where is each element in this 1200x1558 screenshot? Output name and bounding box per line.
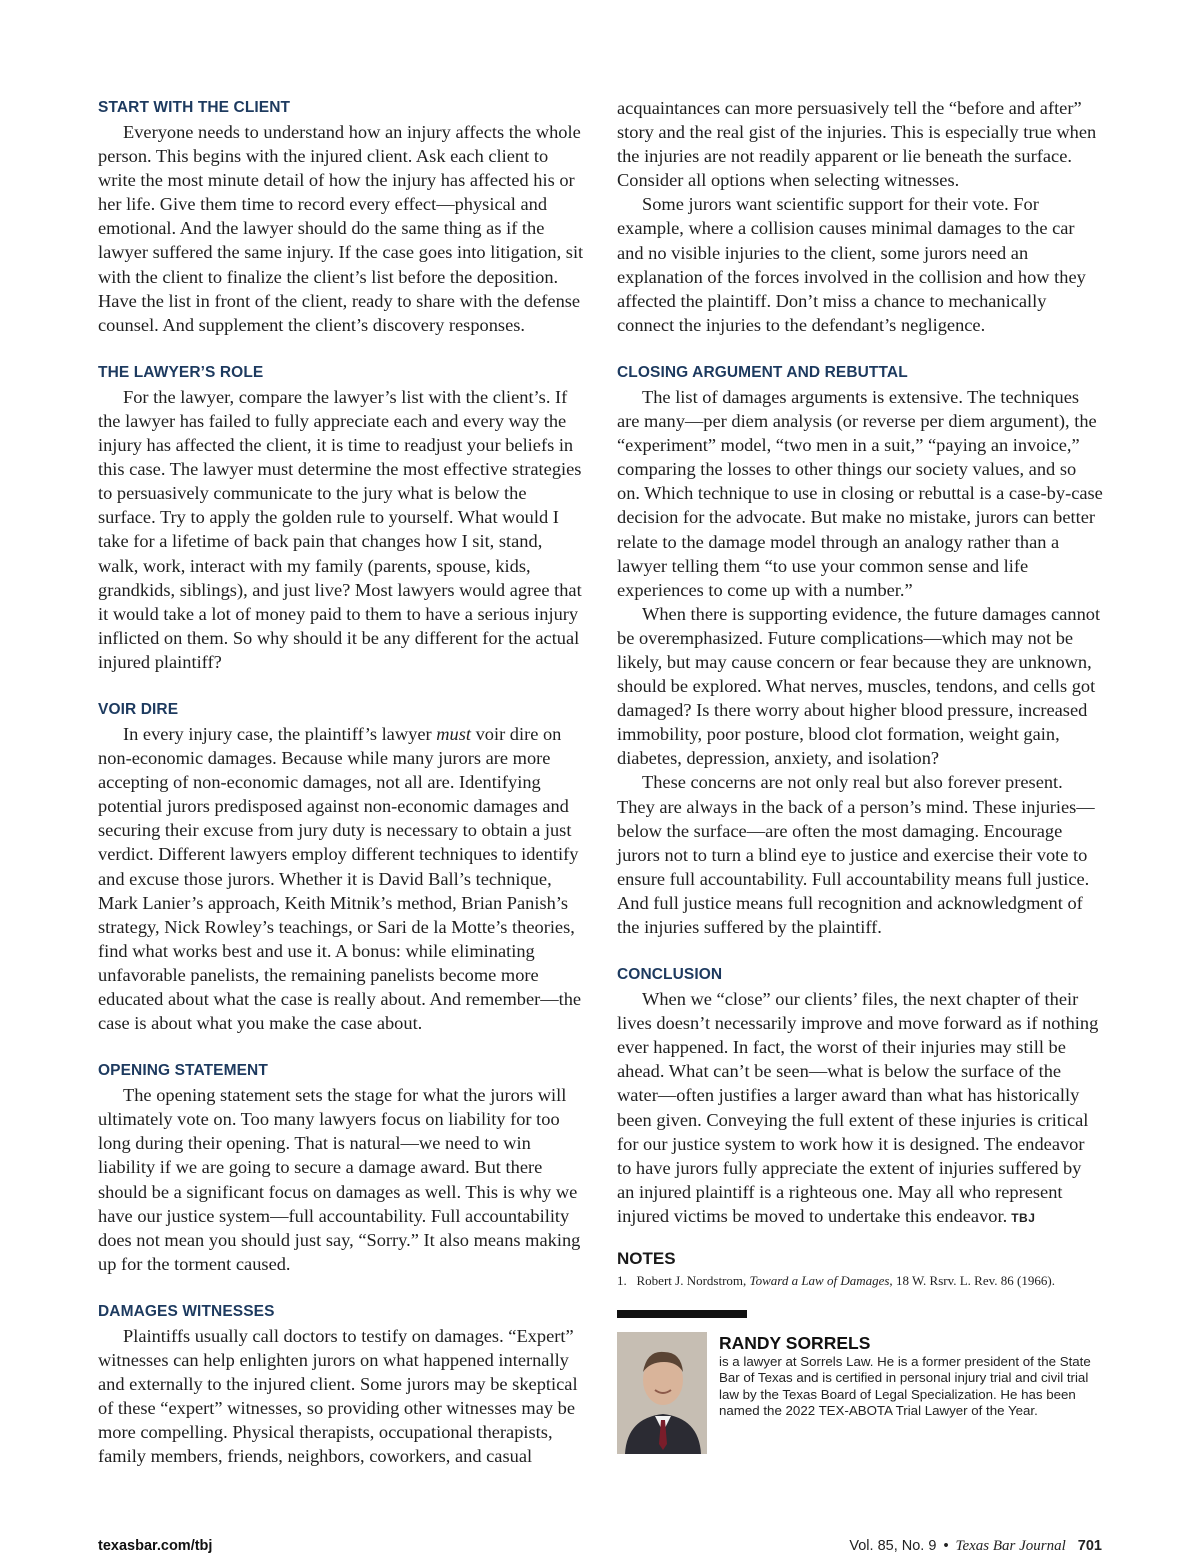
section-opening-statement <box>98 1059 584 1276</box>
section-heading: START WITH THE CLIENT <box>98 99 291 116</box>
page-footer <box>98 1535 1102 1557</box>
section-heading: THE LAWYER’S ROLE <box>98 363 264 381</box>
page-number: 701 <box>1077 1538 1102 1554</box>
paragraph: acquaintances can more persuasively tell the “before and after” story and the real gist of the injuries. This is especially true when the injuries are not readily apparent or lie beneath the surface. Consider all options when selecting witnesses. <box>617 98 1097 191</box>
footnote-citation: 18 W. Rsrv. L. Rev. 86 (1966). <box>895 1273 1055 1289</box>
paragraph: Everyone needs to understand how an injury affects the whole person. This begins with the injured client. Ask each client to write the most minute detail of how the injury has affected his or her life. Give them time to record every effect—physical and emotional. And the lawyer should do the same thing as if the lawyer suffered the same injury. If the case goes into litigation, sit with the client to finalize the client’s list before the deposition. Have the list in front of the client, ready to share with the defense counsel. And supplement the client’s discovery responses. <box>98 122 584 335</box>
section-heading: CLOSING ARGUMENT AND REBUTTAL <box>617 363 908 381</box>
footnote-title: Toward a Law of Damages, <box>749 1273 893 1289</box>
section-damages-witnesses <box>98 1300 584 1469</box>
paragraph: These concerns are not only real but also forever present. They are always in the back of a person’s mind. These injuries—below the surface—are often the most damaging. Encourage jurors not to turn a blind eye to justice and exercise their vote to ensure full accountability. Full accountability means full justice. And full justice means full recognition and acknowledgment of the injuries suffered by the plaintiff. <box>617 772 1095 937</box>
tbj-end-mark: TBJ <box>1011 1210 1036 1225</box>
author-photo <box>617 1332 707 1454</box>
section-voir-dire <box>98 698 584 1035</box>
paragraph <box>98 722 584 1035</box>
emphasis-text: must <box>436 723 471 744</box>
footer-journal-title: Texas Bar Journal <box>955 1537 1066 1554</box>
footnote-number: 1. <box>617 1273 627 1289</box>
author-description: is a lawyer at Sorrels Law. He is a former president of the State Bar of Texas and is certified in personal injury trial and civil trial law by the Texas Board of Legal Specialization. He has been named the 2022 TEX-ABOTA Trial Lawyer of the Year. <box>719 1354 1091 1419</box>
paragraph: The opening statement sets the stage for what the jurors will ultimately vote on. Too many lawyers focus on liability for too long during their opening. That is natural—we need to win liability if we are going to secure a damage award. But there should be a significant focus on damages as well. This is why we have our justice system—full accountability. Full accountability does not mean you should just say, “Sorry.” It also means making up for the torment caused. <box>98 1085 581 1274</box>
footnote-author: Robert J. Nordstrom, <box>636 1273 747 1289</box>
section-conclusion <box>617 963 1103 1230</box>
footer-bullet: • <box>943 1538 949 1554</box>
paragraph: When there is supporting evidence, the future damages cannot be overemphasized. Future complications—which may not be likely, but may cause concern or fear because they are unknown, should be explored. What nerves, muscles, tendons, and cells got damaged? Is there worry about higher blood pressure, increased immobility, poor posture, blood clot formation, weight gain, diabetes, depression, anxiety, and isolation? <box>617 603 1101 769</box>
paragraph-text: When we “close” our clients’ files, the next chapter of their lives doesn’t necessarily improve and move forward as if nothing ever happened. In fact, the worst of their injuries may still be ahead. What can’t be seen—what is below the surface of the water—often justifies a larger award than what has historically been given. Conveying the full extent of these injuries is critical for our justice system to work how it is designed. The endeavor to have jurors fully appreciate the extent of injuries suffered by an injured plaintiff is a righteous one. May all who represent injured victims be moved to undertake this endeavor. <box>617 989 1099 1226</box>
paragraph-text: voir dire on non-economic damages. Because while many jurors are more accepting of non-economic damages, not all are. Identifying potential jurors predisposed against non-economic damages and securing their excuse from jury duty is necessary to obtain a just verdict. Different lawyers employ different techniques to identify and excuse those jurors. Whether it is David Ball’s technique, Mark Lanier’s approach, Keith Mitnik’s method, Brian Panish’s strategy, Nick Rowley’s teachings, or Sari de la Motte’s theories, find what works best and use it. A bonus: while eliminating unfavorable panelists, the remaining panelists become more educated about what the case is really about. And remember—the case is about what you make the case about. <box>98 723 582 1034</box>
paragraph: Some jurors want scientific support for their vote. For example, where a collision causes minimal damages to the car and no visible injuries to the client, some jurors need an explanation of the forces involved in the collision and how they affected the plaintiff. Don’t miss a chance to mechanically connect the injuries to the defendant’s negligence. <box>617 194 1086 335</box>
footer-publication <box>849 1538 1102 1555</box>
paragraph <box>617 987 1103 1230</box>
section-closing-argument <box>617 361 1103 939</box>
paragraph-text: In every injury case, the plaintiff’s lawyer <box>123 723 437 744</box>
author-bio <box>617 1332 1103 1454</box>
paragraph: For the lawyer, compare the lawyer’s list with the client’s. If the lawyer has failed to fully appreciate each and every way the injury has affected the client, it is time to readjust your beliefs in this case. The lawyer must determine the most effective strategies to persuasively communicate to the jury what is below the surface. Try to apply the golden rule to yourself. What would I take for a lifetime of back pain that changes how I sit, stand, walk, work, interact with my family (parents, spouse, kids, grandkids, siblings), and just live? Most lawyers would agree that it would take a lot of money paid to them to have a serious injury inflicted on them. So why should it be any different for the actual injured plaintiff? <box>98 386 582 672</box>
section-heading: OPENING STATEMENT <box>98 1062 268 1080</box>
section-heading: CONCLUSION <box>617 966 723 984</box>
bio-text <box>719 1332 1103 1420</box>
footnote <box>617 1272 1103 1290</box>
paragraph: Plaintiffs usually call doctors to testify on damages. “Expert” witnesses can help enlighten jurors on what happened internally and externally to the injured client. Some jurors may be skeptical of these “expert” witnesses, so providing other witnesses may be more compelling. Physical therapists, occupational therapists, family members, friends, neighbors, coworkers, and casual <box>98 1325 578 1467</box>
notes-section <box>617 1248 1103 1290</box>
section-heading: VOIR DIRE <box>98 700 179 718</box>
section-heading: DAMAGES WITNESSES <box>98 1302 275 1320</box>
notes-heading: NOTES <box>617 1249 676 1269</box>
footer-url: texasbar.com/tbj <box>98 1538 213 1554</box>
paragraph: The list of damages arguments is extensive. The techniques are many—per diem analysis (or reverse per diem argument), the “experiment” model, “two men in a suit,” “paying an invoice,” comparing the losses to other things our society values, and so on. Which technique to use in closing or rebuttal is a case-by-case decision for the advocate. But make no mistake, jurors can better relate to the damage model through an analogy rather than a lawyer telling them “to use your common sense and life experiences to come up with a number.” <box>617 386 1103 600</box>
bio-divider <box>617 1310 747 1318</box>
footer-volume: Vol. 85, No. 9 <box>849 1538 937 1554</box>
left-column <box>98 96 584 1493</box>
author-portrait-image <box>617 1332 707 1454</box>
section-lawyers-role <box>98 361 584 674</box>
section-damages-witnesses-continued <box>617 96 1103 337</box>
author-name: RANDY SORRELS <box>719 1333 871 1354</box>
right-column <box>617 96 1103 1454</box>
section-start-with-client <box>98 96 584 337</box>
